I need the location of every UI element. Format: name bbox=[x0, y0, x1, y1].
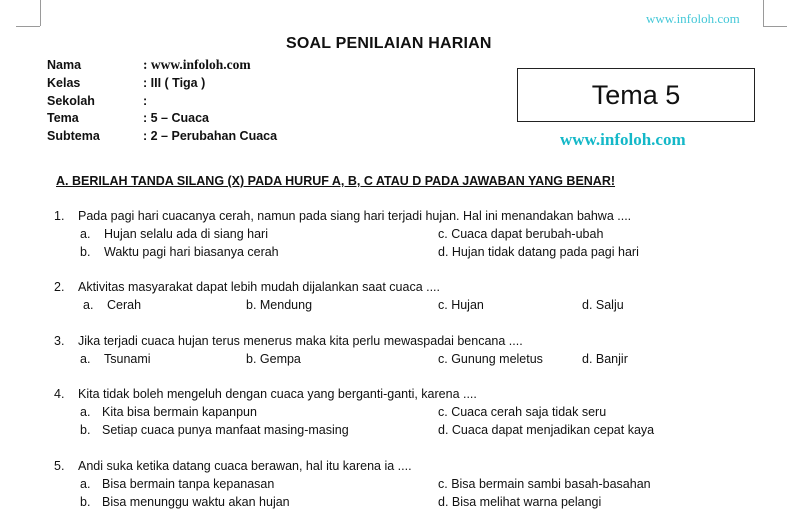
question-4-option-b-letter: b. bbox=[80, 423, 91, 437]
question-3-option-b[interactable]: b. Gempa bbox=[246, 352, 301, 366]
question-5-option-d[interactable]: d. Bisa melihat warna pelangi bbox=[438, 495, 602, 509]
question-1-option-b-letter: b. bbox=[80, 245, 91, 259]
identity-label-kelas: Kelas bbox=[47, 76, 81, 90]
question-2-option-b[interactable]: b. Mendung bbox=[246, 298, 313, 312]
question-2-option-a[interactable]: Cerah bbox=[107, 298, 142, 312]
question-5-number: 5. bbox=[54, 459, 65, 473]
question-1-text: Pada pagi hari cuacanya cerah, namun pada siang hari terjadi hujan. Hal ini menandakan bahwa .... bbox=[78, 209, 632, 223]
question-4-option-a[interactable]: Kita bisa bermain kapanpun bbox=[102, 405, 257, 419]
question-3-option-c[interactable]: c. Gunung meletus bbox=[438, 352, 543, 366]
identity-value-tema: : 5 – Cuaca bbox=[143, 111, 210, 125]
question-2-number: 2. bbox=[54, 280, 65, 294]
question-2-option-c[interactable]: c. Hujan bbox=[438, 298, 484, 312]
question-3-option-a[interactable]: Tsunami bbox=[104, 352, 151, 366]
question-5-text: Andi suka ketika datang cuaca berawan, hal itu karena ia .... bbox=[78, 459, 412, 473]
question-4-number: 4. bbox=[54, 387, 65, 401]
question-4-option-a-letter: a. bbox=[80, 405, 91, 419]
identity-value-subtema: : 2 – Perubahan Cuaca bbox=[143, 129, 278, 143]
question-1-option-a[interactable]: Hujan selalu ada di siang hari bbox=[104, 227, 268, 241]
watermark-top: www.infoloh.com bbox=[646, 11, 740, 26]
question-5-option-a[interactable]: Bisa bermain tanpa kepanasan bbox=[102, 477, 275, 491]
question-5-option-c[interactable]: c. Bisa bermain sambi basah-basahan bbox=[438, 477, 651, 491]
question-1-option-c[interactable]: c. Cuaca dapat berubah-ubah bbox=[438, 227, 604, 241]
question-3-number: 3. bbox=[54, 334, 65, 348]
question-1-option-a-letter: a. bbox=[80, 227, 91, 241]
identity-value-nama: : www.infoloh.com bbox=[143, 57, 251, 72]
question-4-option-d[interactable]: d. Cuaca dapat menjadikan cepat kaya bbox=[438, 423, 655, 437]
site-link[interactable]: www.infoloh.com bbox=[560, 130, 686, 149]
question-5-option-b[interactable]: Bisa menunggu waktu akan hujan bbox=[102, 495, 290, 509]
section-a-instruction: A. BERILAH TANDA SILANG (X) PADA HURUF A, B, C ATAU D PADA JAWABAN YANG BENAR! bbox=[56, 174, 616, 188]
question-3-text: Jika terjadi cuaca hujan terus menerus maka kita perlu mewaspadai bencana .... bbox=[78, 334, 523, 348]
question-2-option-a-letter: a. bbox=[83, 298, 94, 312]
page-title: SOAL PENILAIAN HARIAN bbox=[286, 35, 492, 52]
identity-label-tema: Tema bbox=[47, 111, 79, 125]
identity-value-sekolah: : bbox=[143, 94, 148, 108]
tema-box: Tema 5 bbox=[517, 68, 755, 122]
question-1-option-d[interactable]: d. Hujan tidak datang pada pagi hari bbox=[438, 245, 639, 259]
identity-value-kelas: : III ( Tiga ) bbox=[143, 76, 206, 90]
question-4-text: Kita tidak boleh mengeluh dengan cuaca yang berganti-ganti, karena .... bbox=[78, 387, 477, 401]
crop-mark-top-right-vertical bbox=[763, 0, 764, 26]
identity-label-sekolah: Sekolah bbox=[47, 94, 95, 108]
question-2-text: Aktivitas masyarakat dapat lebih mudah dijalankan saat cuaca .... bbox=[78, 280, 441, 294]
question-2-option-d[interactable]: d. Salju bbox=[582, 298, 624, 312]
question-3-option-d[interactable]: d. Banjir bbox=[582, 352, 628, 366]
question-4-option-c[interactable]: c. Cuaca cerah saja tidak seru bbox=[438, 405, 607, 419]
identity-label-subtema: Subtema bbox=[47, 129, 100, 143]
crop-mark-top-left-vertical bbox=[40, 0, 41, 26]
identity-label-nama: Nama bbox=[47, 58, 82, 72]
question-3-option-a-letter: a. bbox=[80, 352, 91, 366]
crop-mark-top-left-horizontal bbox=[16, 26, 40, 27]
crop-mark-top-right-horizontal bbox=[763, 26, 787, 27]
question-4-option-b[interactable]: Setiap cuaca punya manfaat masing-masing bbox=[102, 423, 349, 437]
question-5-option-a-letter: a. bbox=[80, 477, 91, 491]
question-5-option-b-letter: b. bbox=[80, 495, 91, 509]
question-1-number: 1. bbox=[54, 209, 65, 223]
question-1-option-b[interactable]: Waktu pagi hari biasanya cerah bbox=[104, 245, 279, 259]
